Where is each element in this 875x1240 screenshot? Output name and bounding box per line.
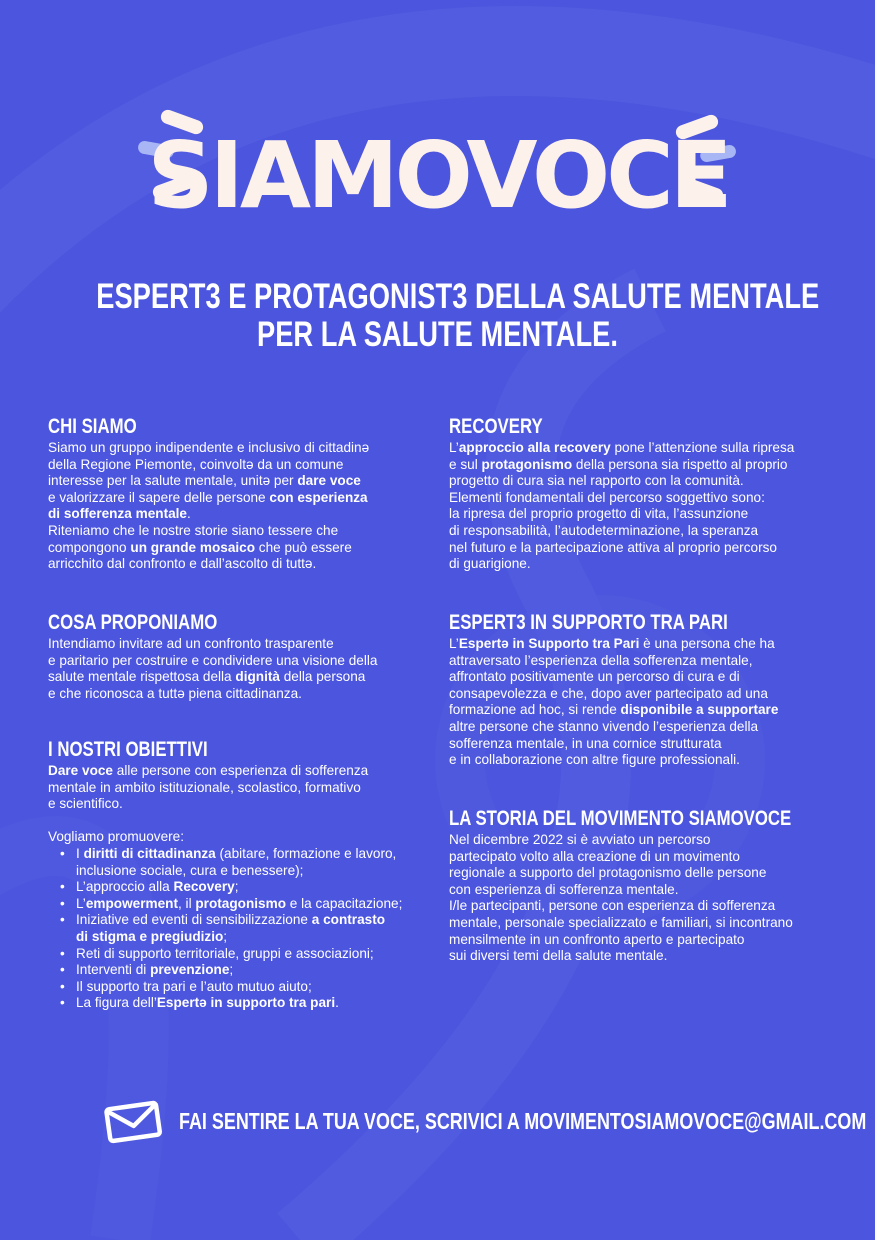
- emphasis-text: Recovery: [173, 879, 235, 895]
- text-line: [48, 506, 448, 523]
- text-segment: con esperienza di sofferenza mentale.: [449, 881, 679, 897]
- section-body: [48, 636, 448, 702]
- text-line: [48, 813, 448, 830]
- section-heading: LA STORIA DEL MOVIMENTO SIAMOVOCE: [449, 807, 792, 830]
- siamovoce-logo: [130, 95, 745, 255]
- text-segment: .: [187, 506, 191, 522]
- text-line: [48, 540, 448, 557]
- text-line: [449, 898, 849, 915]
- section-heading: I NOSTRI OBIETTIVI: [48, 738, 208, 761]
- text-segment: progetto di cura sia nel rapporto con la comunità.: [449, 473, 744, 489]
- text-segment: affrontato positivamente un percorso di cura e di: [449, 669, 740, 685]
- bullet-item: [48, 846, 448, 863]
- text-line: [48, 653, 448, 670]
- emphasis-text: diritti di cittadinanza: [83, 845, 216, 861]
- text-segment: I: [76, 845, 84, 861]
- title-line-1: ESPERT3 E PROTAGONIST3 DELLA SALUTE MENTALE: [96, 277, 820, 316]
- text-line: [449, 932, 849, 949]
- text-line: [449, 882, 849, 899]
- text-segment: L’: [449, 636, 459, 651]
- bullet-item: [48, 962, 448, 979]
- text-line: [48, 829, 448, 846]
- bullet-item: [48, 946, 448, 963]
- text-segment: I/le partecipanti, persone con esperienza di sofferenza: [449, 898, 776, 914]
- text-segment: L’: [76, 895, 86, 911]
- text-line: [449, 669, 849, 686]
- footer-contact: [103, 1098, 875, 1144]
- text-segment: Interventi di: [76, 962, 151, 978]
- emphasis-text: disponibile a supportare: [620, 702, 779, 718]
- emphasis-text: protagonismo: [195, 895, 286, 911]
- bullet-icon: •: [60, 845, 65, 861]
- section-heading: RECOVERY: [449, 415, 543, 438]
- emphasis-text: Espertə in Supporto tra Pari: [458, 636, 640, 651]
- section-recovery: [449, 415, 849, 573]
- text-segment: L’: [449, 440, 459, 455]
- text-segment: .: [335, 995, 339, 1011]
- section-heading: CHI SIAMO: [48, 415, 137, 438]
- text-line: [449, 440, 849, 457]
- text-segment: nel futuro e la partecipazione attiva al proprio percorso: [449, 539, 777, 555]
- text-segment: Reti di supporto territoriale, gruppi e associazioni;: [76, 945, 374, 961]
- bullet-icon: •: [60, 978, 65, 994]
- emphasis-text: dignità: [235, 669, 280, 685]
- text-line: [449, 490, 849, 507]
- text-line: [449, 556, 849, 573]
- text-line: [48, 780, 448, 797]
- text-line: [449, 686, 849, 703]
- text-line: [48, 473, 448, 490]
- emphasis-text: con esperienza: [269, 489, 368, 505]
- text-segment: altre persone che stanno vivendo l’esperienza della: [449, 718, 759, 734]
- text-segment: e paritario per costruire e condividere una visione della: [48, 652, 378, 668]
- bullet-icon: •: [60, 945, 65, 961]
- text-line: [449, 719, 849, 736]
- emphasis-text: prevenzione: [150, 962, 230, 978]
- text-line: [449, 540, 849, 557]
- emphasis-text: empowerment: [85, 895, 178, 911]
- bullet-icon: •: [60, 962, 65, 978]
- text-segment: partecipato volto alla creazione di un movimento: [449, 848, 740, 864]
- text-line: [48, 457, 448, 474]
- text-line: [48, 523, 448, 540]
- logo-text: SIAMOVOCE: [147, 122, 729, 229]
- text-segment: sofferenza mentale, in una cornice strutturata: [449, 735, 722, 751]
- section-chi-siamo: [48, 415, 448, 573]
- text-segment: alle persone con esperienza di sofferenza: [113, 763, 369, 778]
- text-line: [48, 796, 448, 813]
- text-line: [48, 490, 448, 507]
- text-segment: che può essere: [255, 539, 352, 555]
- section-storia: [449, 807, 849, 965]
- text-line: [48, 440, 448, 457]
- text-segment: mentale in ambito istituzionale, scolastico, formativo: [48, 779, 361, 795]
- text-segment: e scientifico.: [48, 796, 123, 812]
- section-body: [48, 440, 448, 573]
- text-segment: L’approccio alla: [76, 879, 174, 895]
- text-line: [449, 506, 849, 523]
- text-line: [449, 702, 849, 719]
- text-segment: e valorizzare il sapere delle persone: [48, 489, 270, 505]
- text-segment: Riteniamo che le nostre storie siano tessere che: [48, 522, 339, 538]
- text-segment: della Regione Piemonte, coinvoltə da un comune: [48, 456, 344, 472]
- bullet-item: [48, 879, 448, 896]
- bullet-item: [48, 979, 448, 996]
- text-segment: Intendiamo invitare ad un confronto trasparente: [48, 636, 334, 651]
- text-line: [449, 849, 849, 866]
- section-esperti-supporto: [449, 611, 849, 769]
- section-body: [449, 440, 849, 573]
- bullet-icon: •: [60, 895, 65, 911]
- text-segment: attraversato l’esperienza della sofferenza mentale,: [449, 652, 753, 668]
- text-line: [449, 636, 849, 653]
- section-heading: ESPERT3 IN SUPPORTO TRA PARI: [449, 611, 728, 634]
- text-segment: pone l’attenzione sulla ripresa: [610, 440, 795, 455]
- emphasis-text: approccio alla recovery: [458, 440, 611, 455]
- bullet-item: [48, 995, 448, 1012]
- text-line: [48, 636, 448, 653]
- emphasis-text: a contrasto: [311, 912, 386, 928]
- text-line: [449, 915, 849, 932]
- text-segment: ;: [223, 928, 228, 944]
- text-line: [449, 832, 849, 849]
- text-segment: mentale, personale specializzato e familiari, si incontrano: [449, 914, 793, 930]
- text-segment: e la capacitazione;: [286, 895, 403, 911]
- text-line: [48, 669, 448, 686]
- text-segment: ;: [229, 962, 234, 978]
- section-body: [48, 763, 448, 1012]
- envelope-icon: [103, 1098, 163, 1144]
- text-segment: interesse per la salute mentale, unitə per: [48, 473, 298, 489]
- text-line: [48, 929, 448, 946]
- text-line: [449, 457, 849, 474]
- text-line: [449, 523, 849, 540]
- emphasis-text: Espertə in supporto tra pari: [156, 995, 336, 1011]
- text-segment: regionale a supporto del protagonismo delle persone: [449, 865, 767, 881]
- emphasis-text: un grande mosaico: [130, 539, 256, 555]
- section-nostri-obiettivi: [48, 738, 448, 1012]
- section-body: [449, 636, 849, 769]
- text-segment: compongono: [48, 539, 131, 555]
- emphasis-text: di sofferenza mentale: [48, 506, 187, 522]
- emphasis-text: Dare voce: [48, 763, 113, 778]
- section-heading: COSA PROPONIAMO: [48, 611, 218, 634]
- title-line-2: PER LA SALUTE MENTALE.: [257, 315, 618, 354]
- text-segment: la ripresa del proprio progetto di vita, l’assunzione: [449, 506, 749, 522]
- text-segment: (abitare, formazione e lavoro,: [215, 845, 397, 861]
- text-line: [449, 473, 849, 490]
- text-segment: Siamo un gruppo indipendente e inclusivo di cittadinə: [48, 440, 370, 455]
- text-segment: mensilmente in un confronto aperto e partecipato: [449, 931, 745, 947]
- bullet-icon: •: [60, 995, 65, 1011]
- text-line: [48, 863, 448, 880]
- text-segment: Vogliamo promuovere:: [48, 829, 185, 845]
- text-line: [449, 948, 849, 965]
- text-segment: e in collaborazione con altre figure professionali.: [449, 752, 740, 768]
- text-line: [48, 686, 448, 703]
- text-segment: , il: [178, 895, 196, 911]
- emphasis-text: protagonismo: [481, 456, 573, 472]
- text-segment: Il supporto tra pari e l’auto mutuo aiuto;: [76, 978, 312, 994]
- text-segment: e che riconosca a tuttə piena cittadinanza.: [48, 685, 302, 701]
- emphasis-text: di stigma e pregiudizio: [76, 928, 224, 944]
- text-line: [48, 763, 448, 780]
- text-segment: e sul: [449, 456, 482, 472]
- text-segment: salute mentale rispettosa della: [48, 669, 236, 685]
- text-segment: Iniziative ed eventi di sensibilizzazione: [76, 912, 312, 928]
- text-segment: della persona: [279, 669, 366, 685]
- text-segment: è una persona che ha: [639, 636, 775, 651]
- section-body: [449, 832, 849, 965]
- text-line: [449, 653, 849, 670]
- page-title: [0, 278, 875, 354]
- text-segment: Nel dicembre 2022 si è avviato un percorso: [449, 832, 711, 847]
- text-segment: formazione ad hoc, si rende: [449, 702, 621, 718]
- text-line: [48, 556, 448, 573]
- text-segment: di responsabilità, l’autodeterminazione, la speranza: [449, 522, 759, 538]
- text-line: [449, 752, 849, 769]
- text-segment: La figura dell’: [76, 995, 157, 1011]
- text-segment: di guarigione.: [449, 556, 531, 572]
- text-segment: sui diversi temi della salute mentale.: [449, 948, 668, 964]
- text-segment: inclusione sociale, cura e benessere);: [76, 862, 304, 878]
- bullet-item: [48, 896, 448, 913]
- bullet-icon: •: [60, 912, 65, 928]
- text-segment: consapevolezza e che, dopo aver partecipato ad una: [449, 685, 768, 701]
- text-segment: della persona sia rispetto al proprio: [572, 456, 788, 472]
- text-segment: Elementi fondamentali del percorso soggettivo sono:: [449, 489, 765, 505]
- contact-text: FAI SENTIRE LA TUA VOCE, SCRIVICI A MOVIMENTOSIAMOVOCE@GMAIL.COM: [179, 1107, 867, 1134]
- section-cosa-proponiamo: [48, 611, 448, 702]
- text-line: [449, 865, 849, 882]
- text-segment: ;: [234, 879, 239, 895]
- text-segment: arricchito dal confronto e dall’ascolto di tuttə.: [48, 556, 317, 572]
- emphasis-text: dare voce: [297, 473, 361, 489]
- text-line: [449, 736, 849, 753]
- bullet-icon: •: [60, 879, 65, 895]
- bullet-item: [48, 912, 448, 929]
